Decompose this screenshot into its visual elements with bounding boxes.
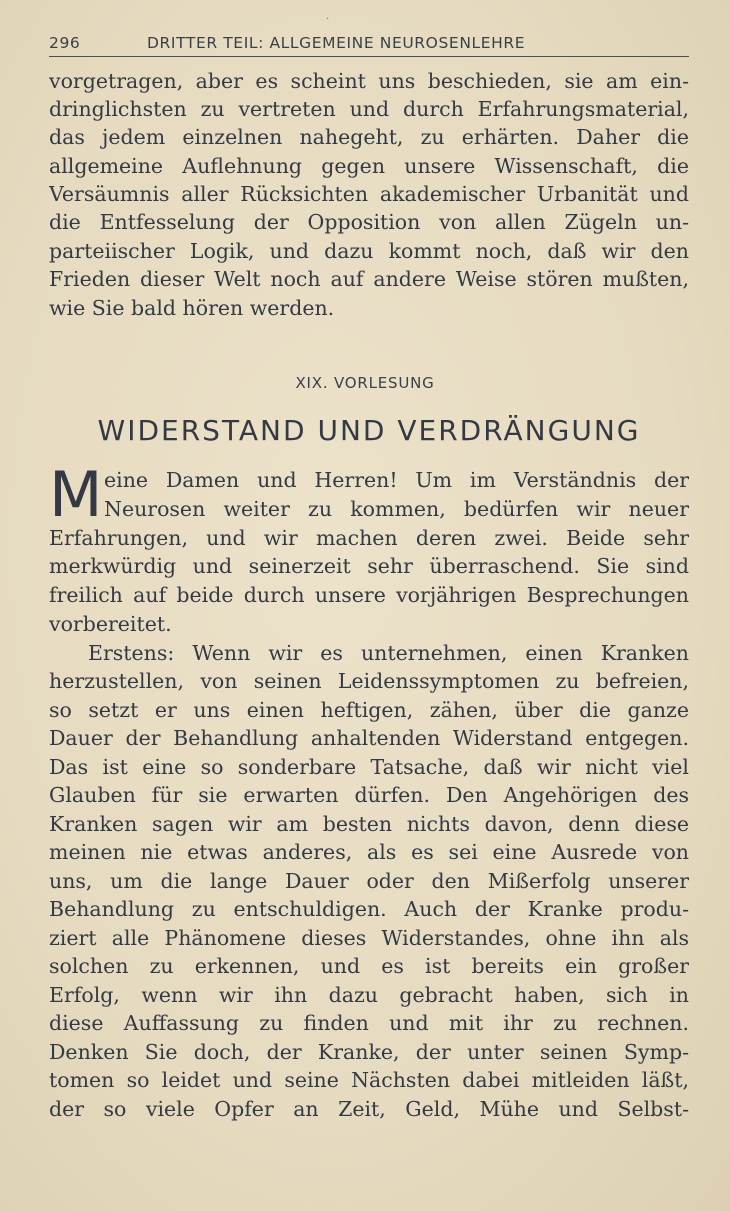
text-line: solchen zu erkennen, und es ist bereits ein großer	[49, 954, 689, 978]
drop-cap: M	[49, 458, 103, 531]
text-line: der so viele Opfer an Zeit, Geld, Mühe und Selbst-	[49, 1097, 689, 1121]
text-line: Neurosen weiter zu kommen, bedürfen wir neuer	[104, 497, 689, 521]
text-line: Denken Sie doch, der Kranke, der unter seinen Symp-	[49, 1040, 689, 1064]
text-line: Glauben für sie erwarten dürfen. Den Angehörigen des	[49, 783, 689, 807]
text-line: meinen nie etwas anderes, als es sei eine Ausrede von	[49, 840, 689, 864]
chapter-label: XIX. VORLESUNG	[295, 374, 435, 392]
text-line: Erstens: Wenn wir es unternehmen, einen Kranken	[88, 641, 689, 665]
text-line: Frieden dieser Welt noch auf andere Weise stören mußten,	[49, 267, 689, 291]
text-line: uns, um die lange Dauer oder den Mißerfolg unserer	[49, 869, 689, 893]
text-line: dringlichsten zu vertreten und durch Erfahrungsmaterial,	[49, 97, 689, 121]
text-line: eine Damen und Herren! Um im Verständnis der	[104, 468, 689, 492]
text-line: wie Sie bald hören werden.	[49, 296, 335, 320]
text-line: Dauer der Behandlung anhaltenden Widerstand entgegen.	[49, 726, 689, 750]
text-line: Kranken sagen wir am besten nichts davon, denn diese	[49, 812, 689, 836]
text-line: Behandlung zu entschuldigen. Auch der Kranke produ-	[49, 897, 689, 921]
text-line: Erfahrungen, und wir machen deren zwei. Beide sehr	[49, 526, 689, 550]
text-line: Das ist eine so sonderbare Tatsache, daß wir nicht viel	[49, 755, 689, 779]
chapter-title: WIDERSTAND UND VERDRÄNGUNG	[97, 414, 641, 447]
running-title: DRITTER TEIL: ALLGEMEINE NEURОSENLEHRE	[147, 34, 526, 52]
text-line: das jedem einzelnen nahegeht, zu erhärten. Daher die	[49, 125, 689, 149]
page-header	[49, 34, 689, 57]
text-line: herzustellen, von seinen Leidenssymptomen zu befreien,	[49, 669, 689, 693]
text-line: vorgetragen, aber es scheint uns beschieden, sie am ein-	[49, 69, 689, 93]
text-line: merkwürdig und seinerzeit sehr überraschend. Sie sind	[49, 554, 689, 578]
text-line: tomen so leidet und seine Nächsten dabei mitleiden läßt,	[49, 1068, 689, 1092]
text-line: vorbereitet.	[49, 612, 172, 636]
print-mark: ·	[326, 14, 330, 25]
text-line: Versäumnis aller Rücksichten akademischer Urbanität und	[49, 182, 689, 206]
page-number: 296	[49, 34, 81, 52]
text-line: diese Auffassung zu finden und mit ihr zu rechnen.	[49, 1011, 689, 1035]
text-line: Erfolg, wenn wir ihn dazu gebracht haben, sich in	[49, 983, 689, 1007]
text-line: die Entfesselung der Opposition von allen Zügeln un-	[49, 210, 689, 234]
text-line: ziert alle Phänomene dieses Widerstandes, ohne ihn als	[49, 926, 689, 950]
text-line: so setzt er uns einen heftigen, zähen, über die ganze	[49, 698, 689, 722]
text-line: freilich auf beide durch unsere vorjährigen Besprechungen	[49, 583, 689, 607]
text-line: allgemeine Auflehnung gegen unsere Wissenschaft, die	[49, 154, 689, 178]
text-line: parteiischer Logik, und dazu kommt noch, daß wir den	[49, 239, 689, 263]
